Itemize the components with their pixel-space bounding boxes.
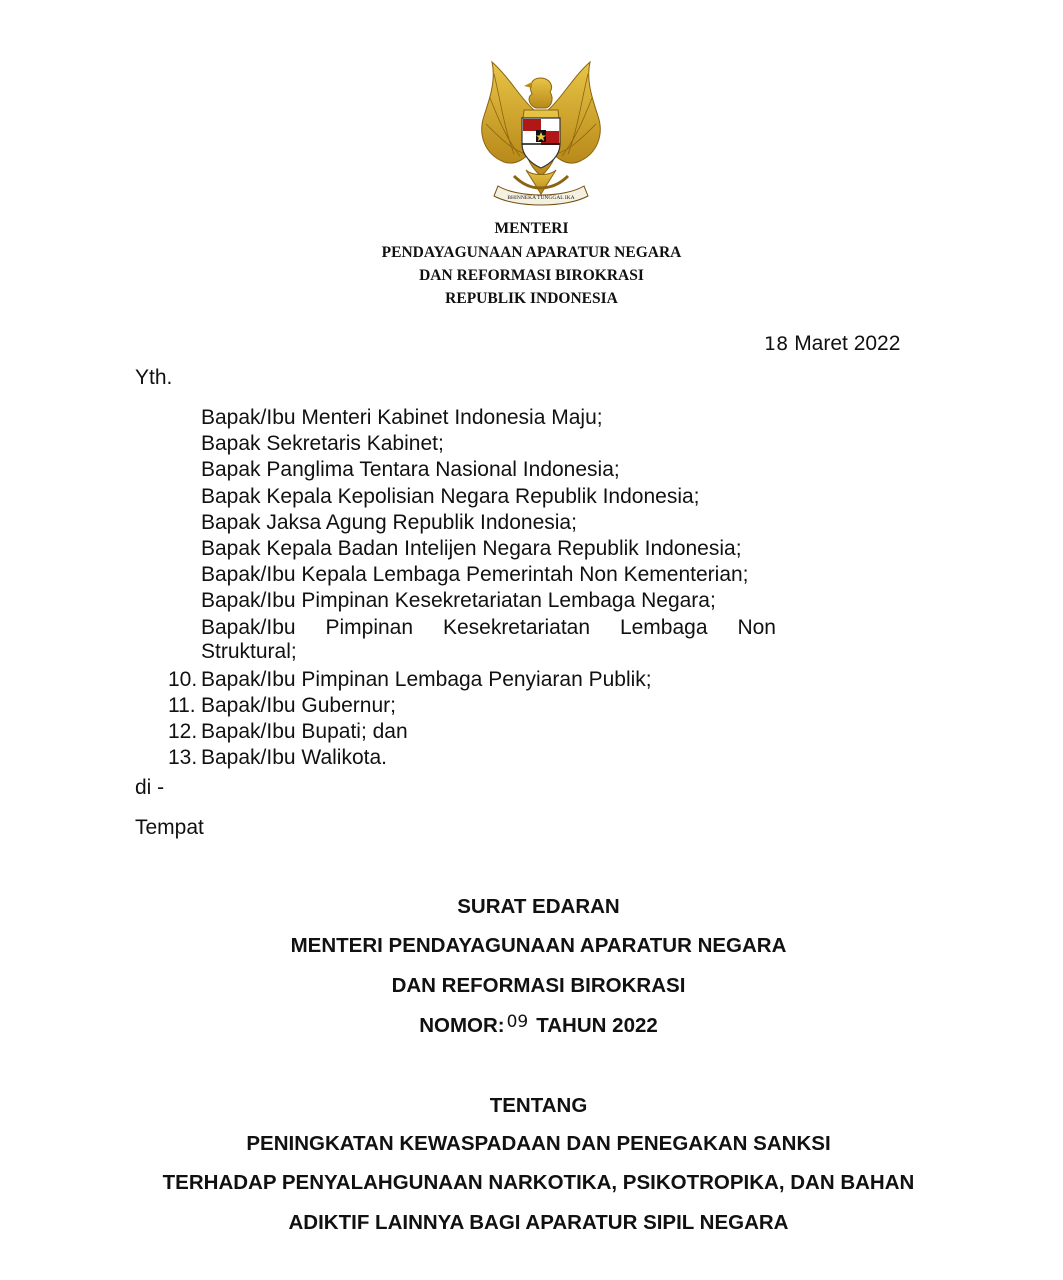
letterhead-line-2: PENDAYAGUNAAN APARATUR NEGARA <box>381 244 682 261</box>
salutation: Yth. <box>135 366 173 389</box>
circular-issuer-line-2: DAN REFORMASI BIROKRASI <box>391 974 686 997</box>
garuda-emblem-icon <box>470 58 612 208</box>
letterhead-line-3: DAN REFORMASI BIROKRASI <box>419 267 644 284</box>
circular-heading: SURAT EDARAN <box>457 895 620 918</box>
circular-about: TENTANG <box>489 1094 588 1117</box>
number-handwritten: 09 <box>506 1012 529 1032</box>
subject-line-2: TERHADAP PENYALAHGUNAAN NARKOTIKA, PSIKOTROPIKA, DAN BAHAN <box>162 1171 915 1194</box>
subject-line-3: ADIKTIF LAINNYA BAGI APARATUR SIPIL NEGARA <box>288 1211 789 1234</box>
di-label: di - <box>135 776 165 799</box>
circular-number: NOMOR: $^{09}$ TAHUN 2022 <box>419 1012 658 1037</box>
letterhead-line-1: MENTERI <box>494 220 569 237</box>
emblem-motto: BHINNEKA TUNGGAL IKA <box>507 195 575 201</box>
place-label: Tempat <box>135 816 204 839</box>
circular-issuer-line-1: MENTERI PENDAYAGUNAAN APARATUR NEGARA <box>290 934 787 957</box>
date-day-handwritten: 18 <box>764 333 789 355</box>
subject-line-1: PENINGKATAN KEWASPADAAN DAN PENEGAKAN SANKSI <box>246 1132 831 1155</box>
letterhead-line-4: REPUBLIK INDONESIA <box>445 290 618 307</box>
date-month-year: Maret 2022 <box>794 332 901 355</box>
letter-date <box>764 332 900 356</box>
document-page: BHINNEKA TUNGGAL IKA MENTERI PENDAYAGUNAAN APARATUR NEGARA DAN REFORMASI BIROKRASI REPUBLIK INDONESIA 18 Maret 2022 Yth. Bapak/Ibu Menteri Kabinet Indonesia Maju; Bapak Sekretaris Kabinet; Bapak Panglima Tentara Nasional Indonesia; Bapak Kepala Kepolisian Negara Republik Indonesia; Bapak Jaksa Agung Republik Indonesia; Bapak Kepala Badan Intelijen Negara Republik Indonesia; Bapak/Ibu Kepala Lembaga Pemerintah Non Kementerian; Bapak/Ibu Pimpinan Kesekretariatan Lembaga Negara; Bapak/Ibu Pimpinan Kesekretariatan Lembaga Non Struktural; 10. Bapak/Ibu Pimpinan Lembaga Penyiaran Publik; 11. Bapak/Ibu Gubernur; 12. Bapak/Ibu Bupati; dan 13. Bapak/Ibu Walikota. di - Tempat SURAT EDARAN MENTERI PENDAYAGUNAAN APARATUR NEGARA DAN REFORMASI BIROKRASI NOMOR: $^{09}$ TAHUN 2022 TENTANG PENINGKATAN KEWASPADAAN DAN PENEGAKAN SANKSI TERHADAP PENYALAHGUNAAN NARKOTIKA, PSIKOTROPIKA, DAN BAHAN ADIKTIF LAINNYA BAGI APARATUR SIPIL NEGARA <box>0 0 1063 1280</box>
